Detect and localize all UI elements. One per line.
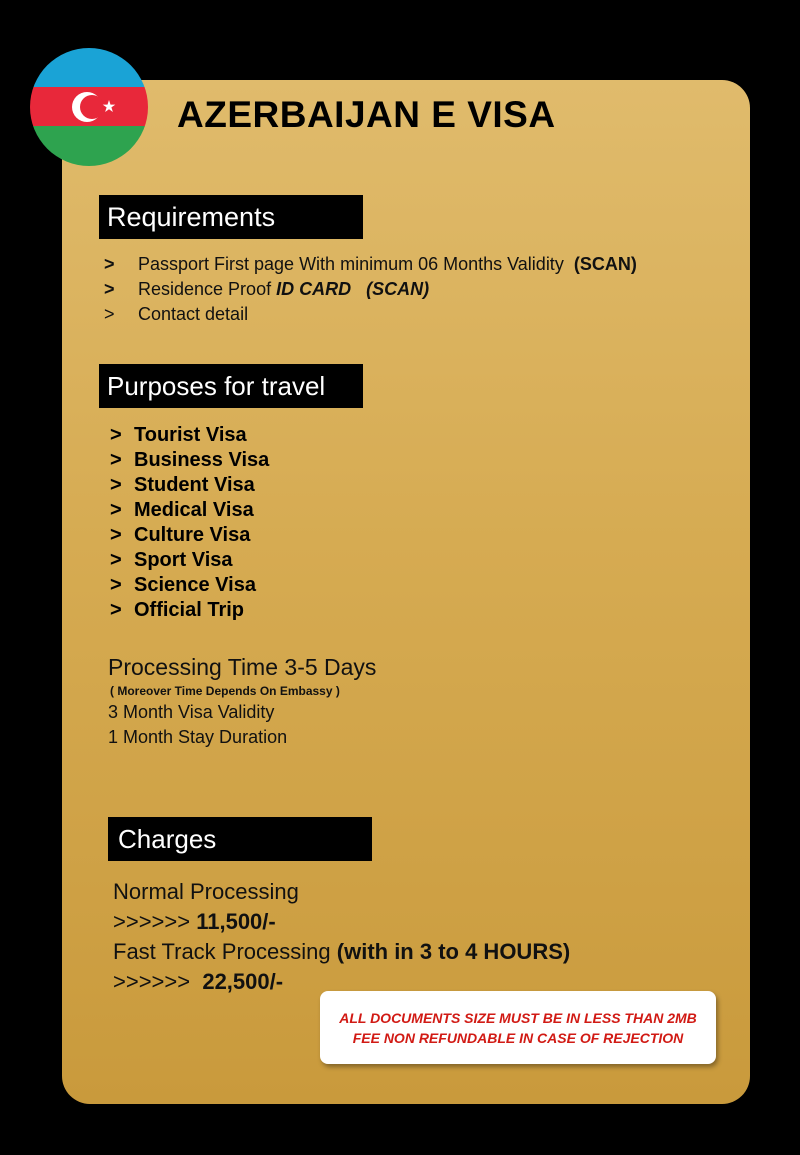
requirements-heading: Requirements [99, 195, 363, 239]
bullet-arrow: > [104, 254, 115, 274]
page-title: AZERBAIJAN E VISA [177, 94, 556, 135]
requirement-scan-tag: (SCAN) [573, 254, 637, 274]
processing-time: Processing Time 3-5 Days [108, 654, 377, 680]
price-arrows: >>>>>> [113, 909, 191, 934]
purpose-label: Medical Visa [134, 499, 254, 521]
list-item [104, 302, 637, 327]
purpose-label: Sport Visa [134, 549, 233, 571]
purpose-label: Tourist Visa [134, 424, 247, 446]
list-item [110, 573, 269, 598]
list-item [110, 548, 269, 573]
requirement-id-card: ID CARD [276, 279, 352, 299]
bullet-arrow: > [104, 304, 115, 324]
bullet-arrow: > [104, 279, 115, 299]
notice-non-refundable: FEE NON REFUNDABLE IN CASE OF REJECTION [352, 1029, 684, 1046]
bullet-arrow: > [110, 599, 122, 621]
processing-info [108, 652, 376, 750]
list-item [110, 448, 269, 473]
bullet-arrow: > [110, 474, 122, 496]
fast-track-row [113, 937, 570, 967]
requirement-text: Residence Proof [138, 279, 272, 299]
requirement-text: Passport First page With minimum 06 Months Validity [138, 254, 564, 274]
fast-track-label: Fast Track Processing [113, 939, 331, 964]
bullet-arrow: > [110, 424, 122, 446]
requirement-scan-tag: (SCAN) [366, 279, 430, 299]
purpose-label: Student Visa [134, 474, 255, 496]
list-item [104, 252, 637, 277]
bullet-arrow: > [110, 449, 122, 471]
bullet-arrow: > [110, 499, 122, 521]
bullet-arrow: > [110, 524, 122, 546]
bullet-arrow: > [110, 574, 122, 596]
fast-track-price: 22,500/- [202, 969, 284, 994]
notice-size-limit: ALL DOCUMENTS SIZE MUST BE IN LESS THAN 2MB [339, 1009, 697, 1026]
purposes-list [110, 423, 269, 623]
list-item [110, 423, 269, 448]
stay-duration: 1 Month Stay Duration [108, 727, 288, 747]
list-item [110, 598, 269, 623]
list-item [110, 523, 269, 548]
requirements-list [104, 252, 637, 327]
purpose-label: Science Visa [134, 574, 256, 596]
fast-track-note: (with in 3 to 4 HOURS) [336, 939, 571, 964]
bullet-arrow: > [110, 549, 122, 571]
charges-heading: Charges [108, 817, 372, 861]
azerbaijan-flag-icon [30, 48, 148, 166]
purpose-label: Official Trip [134, 599, 245, 621]
normal-processing-label: Normal Processing [113, 879, 299, 904]
processing-note: ( Moreover Time Depends On Embassy ) [110, 684, 340, 698]
purpose-label: Business Visa [134, 449, 270, 471]
notice-box [320, 991, 716, 1064]
normal-processing-price-row [113, 907, 570, 937]
normal-price: 11,500/- [196, 909, 276, 934]
charges-details [113, 877, 570, 997]
purpose-label: Culture Visa [134, 524, 251, 546]
list-item [110, 498, 269, 523]
purposes-heading: Purposes for travel [99, 364, 363, 408]
list-item [104, 277, 637, 302]
list-item [110, 473, 269, 498]
requirement-text: Contact detail [138, 304, 249, 324]
price-arrows: >>>>>> [113, 969, 191, 994]
visa-validity: 3 Month Visa Validity [108, 702, 275, 722]
